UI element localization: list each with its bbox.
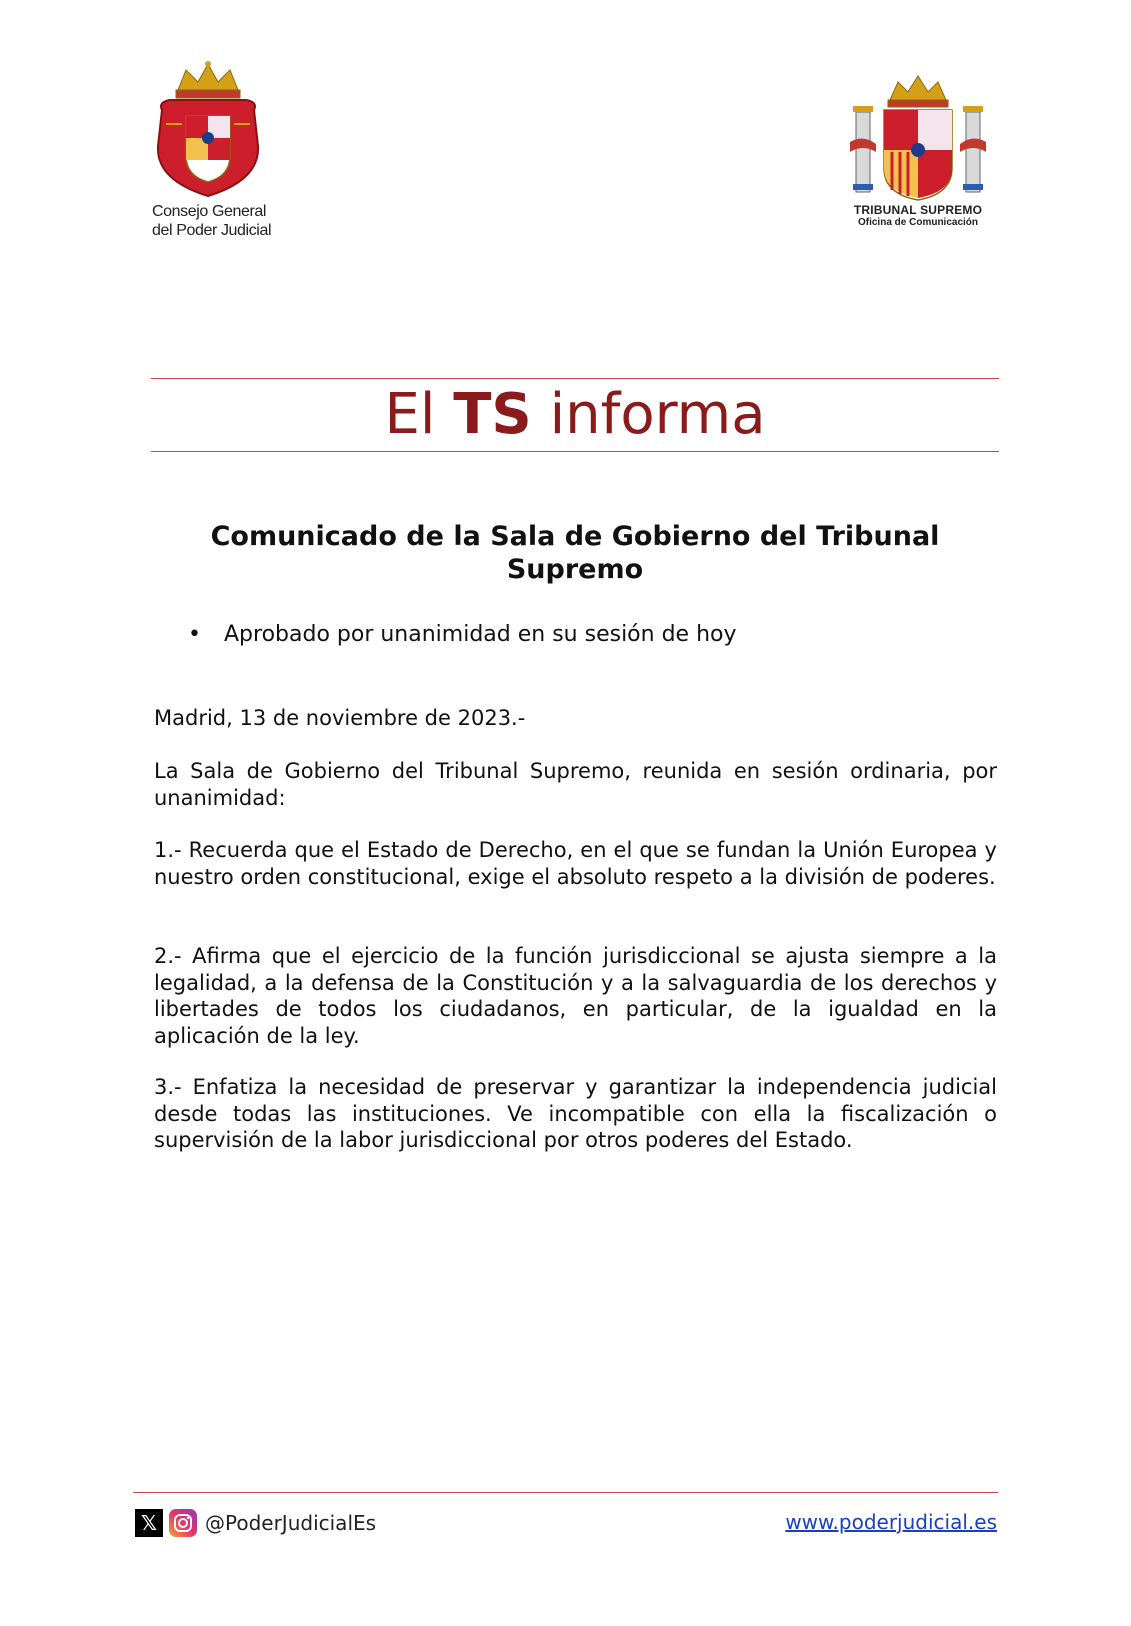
- intro-paragraph: La Sala de Gobierno del Tribunal Supremo, reunida en sesión ordinaria, por unanimidad:: [154, 759, 997, 810]
- tribunal-supremo-logo: [848, 72, 988, 212]
- point-paragraph-2: 2.- Afirma que el ejercicio de la función jurisdiccional se ajusta siempre a la legalidad, a la defensa de la Constitución y a la salvaguardia de los derechos y libertades de todos los ciudadanos, en particular, de la igualdad en la aplicación de la ley.: [154, 944, 997, 1048]
- footer-social: [135, 1508, 376, 1538]
- point-paragraph-3: 3.- Enfatiza la necesidad de preservar y garantizar la independencia judicial desde todas las instituciones. Ve incompatible con ella la fiscalización o supervisión de la labor jurisdiccional por otros poderes del Estado.: [154, 1075, 997, 1152]
- date-line: Madrid, 13 de noviembre de 2023.-: [154, 706, 526, 730]
- tribunal-supremo-subtitle: Oficina de Comunicación: [857, 217, 979, 228]
- footer-rule: [133, 1492, 998, 1493]
- banner-bold: TS: [453, 382, 532, 447]
- cgpj-name-line2: del Poder Judicial: [152, 222, 272, 239]
- banner-prefix: El: [384, 382, 436, 447]
- cgpj-coat-of-arms-icon: [148, 60, 268, 200]
- banner-suffix: informa: [549, 382, 766, 447]
- point-paragraph-1: 1.- Recuerda que el Estado de Derecho, en el que se fundan la Unión Europea y nuestro orden constitucional, exige el absoluto respeto a la división de poderes.: [154, 838, 997, 889]
- banner-top-rule: [151, 378, 999, 379]
- website-link[interactable]: www.poderjudicial.es: [785, 1510, 997, 1534]
- bullet-item: Aprobado por unanimidad en su sesión de hoy: [224, 622, 737, 647]
- instagram-glyph-icon: [173, 1513, 193, 1533]
- instagram-icon[interactable]: [169, 1509, 197, 1537]
- cgpj-name-line1: Consejo General: [152, 203, 267, 220]
- tribunal-supremo-title: TRIBUNAL SUPREMO: [853, 203, 983, 217]
- x-icon[interactable]: 𝕏: [135, 1509, 163, 1537]
- spain-coat-of-arms-icon: [848, 72, 988, 202]
- cgpj-name: [152, 202, 302, 240]
- bullet-dot-icon: •: [188, 622, 201, 647]
- banner-bottom-rule: [151, 451, 999, 452]
- banner-title: [151, 380, 999, 450]
- document-heading: Comunicado de la Sala de Gobierno del Tribunal Supremo: [210, 521, 940, 585]
- tribunal-supremo-name: [828, 203, 1008, 229]
- social-handle[interactable]: @PoderJudicialEs: [205, 1511, 377, 1535]
- bullet-list: [188, 620, 988, 650]
